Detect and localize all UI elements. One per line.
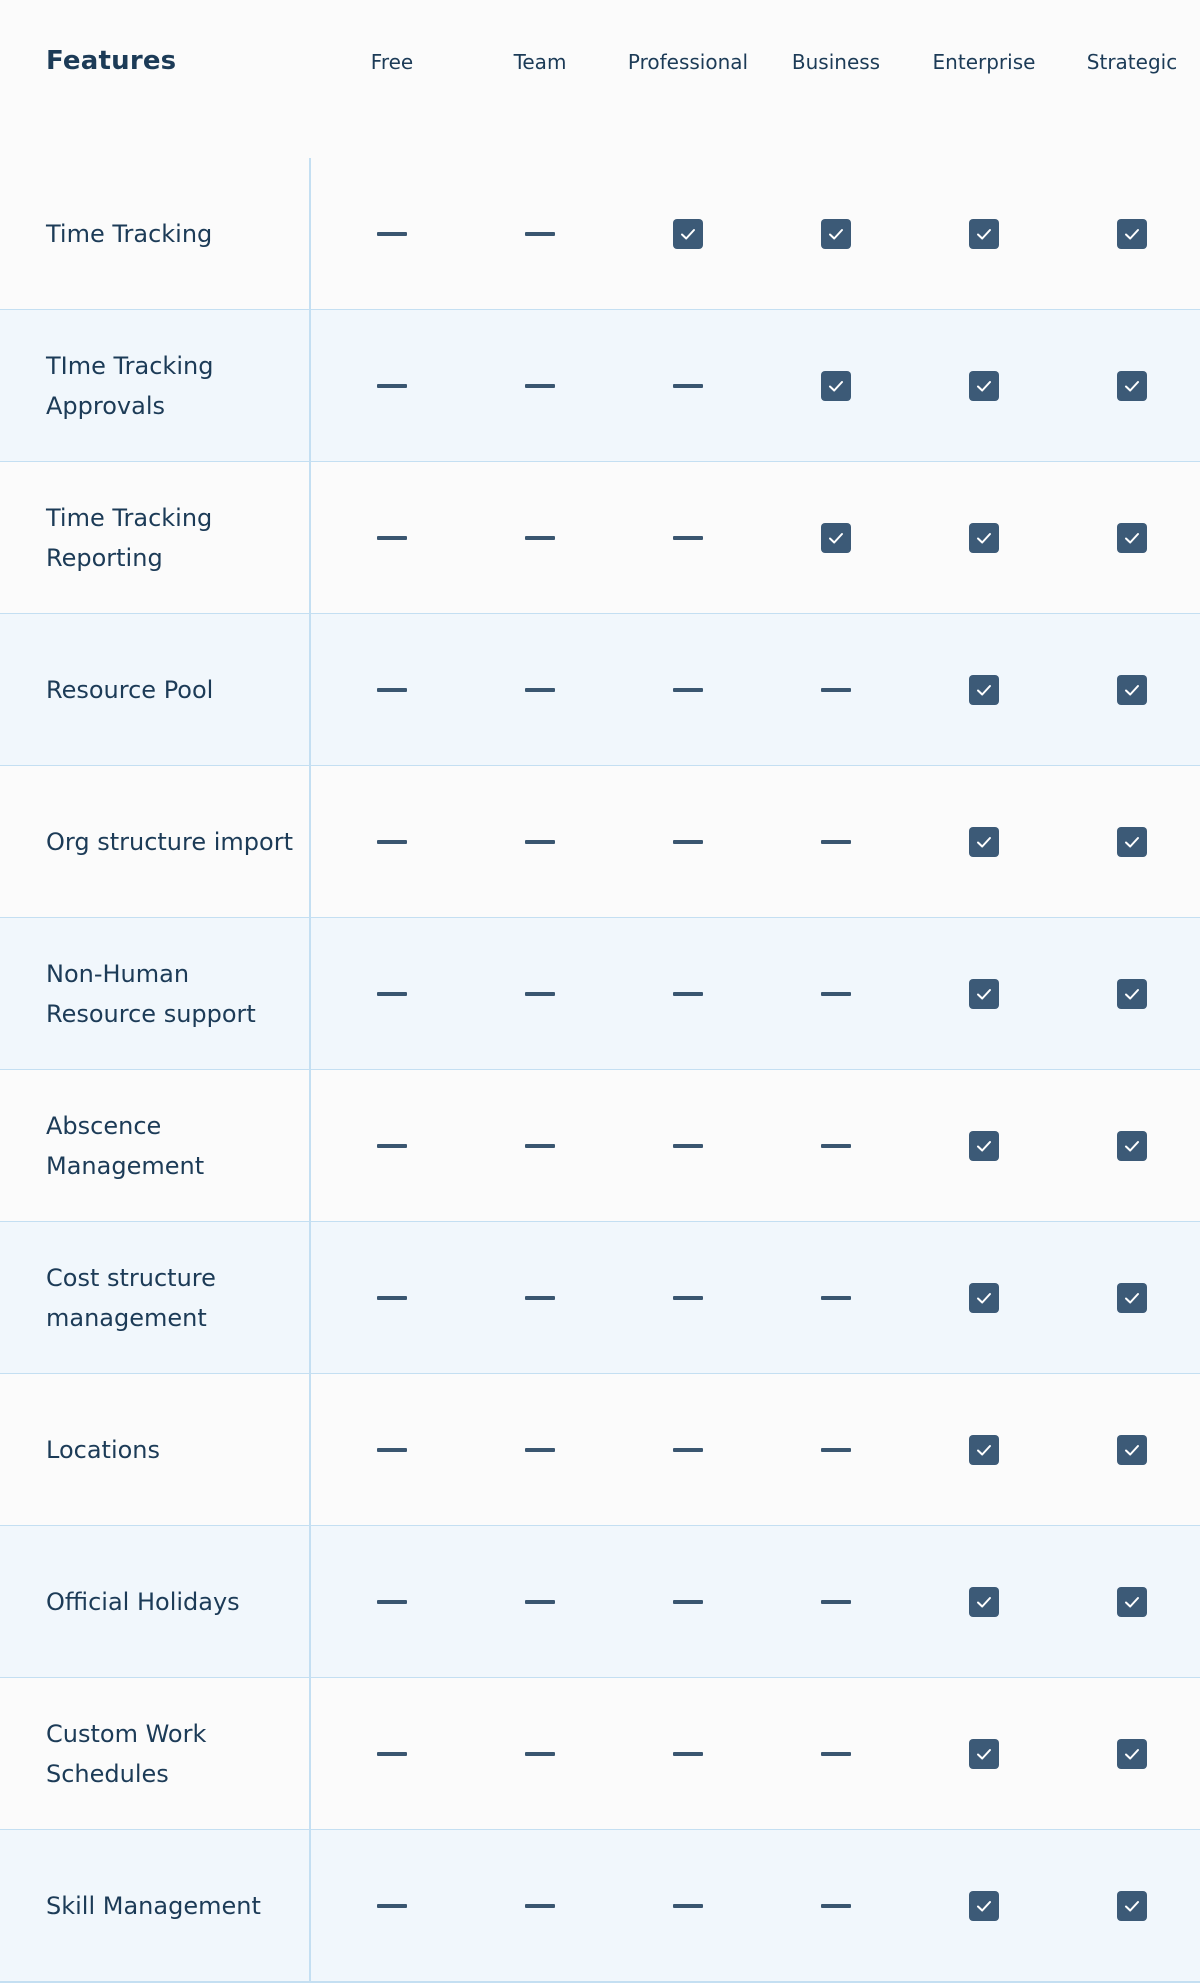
plan-cell-free [318, 1070, 466, 1221]
plan-cell-business [762, 462, 910, 613]
plan-cell-business [762, 1678, 910, 1829]
checkbox-checked-icon [969, 827, 999, 857]
dash-icon [377, 1296, 407, 1300]
table-row [0, 1830, 1200, 1983]
features-column-title: Features [46, 46, 177, 76]
dash-icon [525, 1448, 555, 1452]
plan-cell-strategic [1058, 1070, 1200, 1221]
checkbox-checked-icon [969, 1891, 999, 1921]
plan-cell-enterprise [910, 1678, 1058, 1829]
feature-label: Time Tracking [46, 219, 213, 248]
table-row [0, 1222, 1200, 1375]
plan-cell-professional [614, 310, 762, 461]
checkbox-checked-icon [821, 523, 851, 553]
plan-cell-strategic [1058, 918, 1200, 1069]
dash-icon [525, 992, 555, 996]
table-row [0, 1526, 1200, 1679]
plan-cell-professional [614, 1374, 762, 1525]
checkbox-checked-icon [969, 1283, 999, 1313]
checkbox-checked-icon [821, 219, 851, 249]
plan-cell-business [762, 1374, 910, 1525]
plan-cell-team [466, 1374, 614, 1525]
plan-cell-strategic [1058, 1678, 1200, 1829]
dash-icon [377, 1144, 407, 1148]
plan-cell-business [762, 1222, 910, 1373]
plan-cell-business [762, 766, 910, 917]
plan-cell-enterprise [910, 614, 1058, 765]
plan-cell-free [318, 1830, 466, 1981]
plan-cell-business [762, 1526, 910, 1677]
plan-cell-strategic [1058, 1830, 1200, 1981]
column-divider [309, 158, 311, 1981]
plan-cell-strategic [1058, 1526, 1200, 1677]
plan-cell-free [318, 1526, 466, 1677]
plan-label-professional: Professional [627, 50, 749, 74]
checkbox-checked-icon [969, 1587, 999, 1617]
dash-icon [525, 1296, 555, 1300]
checkbox-checked-icon [1117, 1131, 1147, 1161]
plan-cell-enterprise [910, 918, 1058, 1069]
dash-icon [377, 840, 407, 844]
plan-cell-strategic [1058, 158, 1200, 309]
plan-cell-business [762, 614, 910, 765]
dash-icon [673, 1904, 703, 1908]
dash-icon [377, 992, 407, 996]
dash-icon [377, 232, 407, 236]
plan-cell-team [466, 1830, 614, 1981]
plan-cell-free [318, 158, 466, 309]
plan-cell-team [466, 158, 614, 309]
feature-label: Abscence Management [46, 1111, 205, 1180]
dash-icon [673, 688, 703, 692]
plan-cell-free [318, 310, 466, 461]
feature-label: Cost structure management [46, 1263, 216, 1332]
dash-icon [673, 1448, 703, 1452]
plan-cell-professional [614, 918, 762, 1069]
checkbox-checked-icon [1117, 827, 1147, 857]
plan-label-business: Business [791, 50, 881, 74]
checkbox-checked-icon [1117, 1739, 1147, 1769]
checkbox-checked-icon [1117, 1435, 1147, 1465]
dash-icon [821, 1144, 851, 1148]
dash-icon [377, 1904, 407, 1908]
plan-cell-enterprise [910, 158, 1058, 309]
plan-cell-free [318, 1678, 466, 1829]
dash-icon [673, 840, 703, 844]
feature-label: Non-Human Resource support [46, 959, 256, 1028]
dash-icon [673, 384, 703, 388]
dash-icon [821, 688, 851, 692]
feature-label: Official Holidays [46, 1587, 240, 1616]
dash-icon [821, 1752, 851, 1756]
plan-cell-enterprise [910, 1222, 1058, 1373]
plan-cell-enterprise [910, 766, 1058, 917]
dash-icon [673, 1752, 703, 1756]
plan-cell-team [466, 918, 614, 1069]
plan-cell-team [466, 310, 614, 461]
dash-icon [377, 1752, 407, 1756]
checkbox-checked-icon [1117, 371, 1147, 401]
plan-cell-professional [614, 462, 762, 613]
plan-cell-free [318, 766, 466, 917]
dash-icon [377, 384, 407, 388]
table-row [0, 1678, 1200, 1831]
plan-label-strategic: Strategic [1086, 50, 1178, 74]
plan-cell-professional [614, 1526, 762, 1677]
table-row [0, 158, 1200, 311]
plan-cell-enterprise [910, 462, 1058, 613]
plan-cell-strategic [1058, 310, 1200, 461]
table-row [0, 1374, 1200, 1527]
dash-icon [821, 1448, 851, 1452]
dash-icon [525, 384, 555, 388]
plan-cell-business [762, 1070, 910, 1221]
feature-label: Skill Management [46, 1891, 261, 1920]
plan-cell-team [466, 1222, 614, 1373]
dash-icon [673, 1144, 703, 1148]
table-row [0, 310, 1200, 463]
plan-cell-team [466, 1526, 614, 1677]
plan-cell-team [466, 766, 614, 917]
checkbox-checked-icon [1117, 523, 1147, 553]
dash-icon [821, 1600, 851, 1604]
checkbox-checked-icon [1117, 1891, 1147, 1921]
dash-icon [525, 840, 555, 844]
checkbox-checked-icon [1117, 979, 1147, 1009]
dash-icon [525, 1752, 555, 1756]
feature-label: Resource Pool [46, 675, 214, 704]
plan-cell-free [318, 1222, 466, 1373]
plan-cell-enterprise [910, 1830, 1058, 1981]
checkbox-checked-icon [1117, 675, 1147, 705]
dash-icon [821, 992, 851, 996]
checkbox-checked-icon [969, 219, 999, 249]
checkbox-checked-icon [969, 1131, 999, 1161]
dash-icon [821, 1904, 851, 1908]
dash-icon [525, 232, 555, 236]
plan-cell-strategic [1058, 1374, 1200, 1525]
plan-cell-business [762, 158, 910, 309]
plan-cell-enterprise [910, 1070, 1058, 1221]
plan-cell-business [762, 918, 910, 1069]
table-row [0, 1070, 1200, 1223]
plan-label-enterprise: Enterprise [932, 50, 1036, 74]
feature-label: Time Tracking Reporting [46, 503, 213, 572]
table-header [0, 0, 1200, 158]
checkbox-checked-icon [969, 979, 999, 1009]
plan-cell-business [762, 310, 910, 461]
table-row [0, 766, 1200, 919]
plan-cell-enterprise [910, 1374, 1058, 1525]
table-row [0, 918, 1200, 1071]
plan-cell-strategic [1058, 462, 1200, 613]
dash-icon [673, 1296, 703, 1300]
checkbox-checked-icon [1117, 1587, 1147, 1617]
feature-label: TIme Tracking Approvals [46, 351, 214, 420]
plan-cell-free [318, 918, 466, 1069]
plan-cell-free [318, 614, 466, 765]
dash-icon [673, 992, 703, 996]
plan-cell-team [466, 614, 614, 765]
checkbox-checked-icon [821, 371, 851, 401]
dash-icon [525, 1144, 555, 1148]
checkbox-checked-icon [969, 1739, 999, 1769]
plan-label-free: Free [370, 50, 414, 74]
dash-icon [377, 1600, 407, 1604]
table-row [0, 614, 1200, 767]
checkbox-checked-icon [969, 371, 999, 401]
plan-cell-free [318, 1374, 466, 1525]
checkbox-checked-icon [969, 675, 999, 705]
plan-cell-professional [614, 766, 762, 917]
dash-icon [377, 536, 407, 540]
plan-cell-team [466, 462, 614, 613]
dash-icon [377, 688, 407, 692]
plan-cell-business [762, 1830, 910, 1981]
plan-cell-team [466, 1070, 614, 1221]
plan-cell-free [318, 462, 466, 613]
feature-label: Custom Work Schedules [46, 1719, 207, 1788]
plan-label-team: Team [513, 50, 567, 74]
feature-label: Org structure import [46, 827, 293, 856]
dash-icon [525, 536, 555, 540]
plan-cell-professional [614, 614, 762, 765]
plan-cell-professional [614, 1830, 762, 1981]
plan-cell-strategic [1058, 1222, 1200, 1373]
checkbox-checked-icon [1117, 219, 1147, 249]
plan-cell-strategic [1058, 766, 1200, 917]
dash-icon [821, 1296, 851, 1300]
plan-cell-professional [614, 1222, 762, 1373]
plan-cell-team [466, 1678, 614, 1829]
dash-icon [377, 1448, 407, 1452]
checkbox-checked-icon [1117, 1283, 1147, 1313]
dash-icon [525, 688, 555, 692]
plan-cell-strategic [1058, 614, 1200, 765]
dash-icon [525, 1904, 555, 1908]
dash-icon [821, 840, 851, 844]
dash-icon [673, 536, 703, 540]
dash-icon [673, 1600, 703, 1604]
table-row [0, 462, 1200, 615]
plan-cell-professional [614, 1070, 762, 1221]
plan-cell-professional [614, 1678, 762, 1829]
feature-label: Locations [46, 1435, 161, 1464]
checkbox-checked-icon [673, 219, 703, 249]
plan-cell-enterprise [910, 1526, 1058, 1677]
plan-cell-enterprise [910, 310, 1058, 461]
plan-cell-professional [614, 158, 762, 309]
checkbox-checked-icon [969, 1435, 999, 1465]
dash-icon [525, 1600, 555, 1604]
checkbox-checked-icon [969, 523, 999, 553]
